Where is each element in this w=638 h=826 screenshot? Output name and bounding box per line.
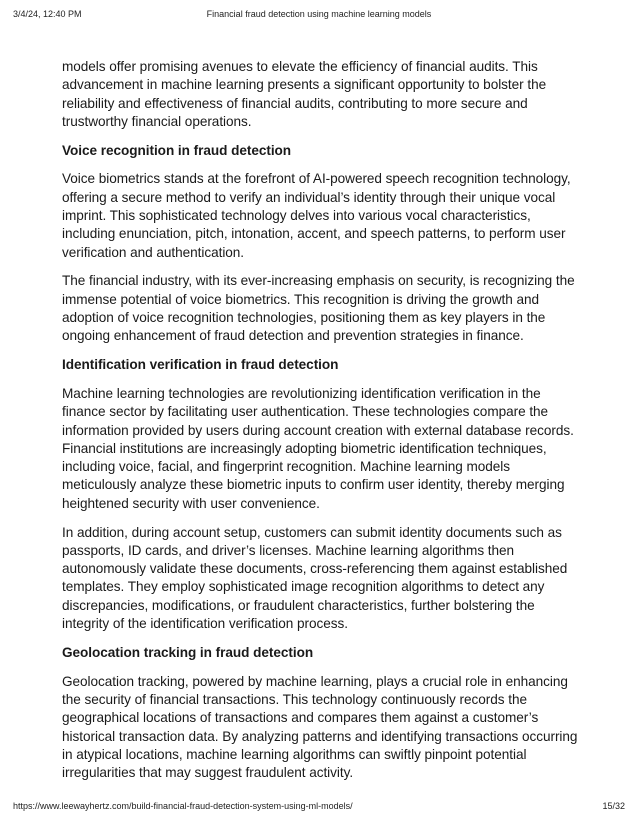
print-header (13, 9, 625, 23)
paragraph-intro: models offer promising avenues to elevate the efficiency of financial audits. This advancement in machine learning presents a significant opportunity to bolster the reliability and effectiveness of financial audits, contributing to more secure and trustworthy financial operations. (62, 59, 547, 129)
print-datetime: 3/4/24, 12:40 PM (13, 9, 82, 19)
page-number: 15/32 (602, 801, 625, 811)
paragraph-identification-ml: Machine learning technologies are revolutionizing identification verification in the finance sector by facilitating user authentication. These technologies compare the information provided by users during account creation with external database records. Financial institutions are increasingly adopting biometric identification techniques, including voice, facial, and fingerprint recognition. Machine learning models meticulously analyze these biometric inputs to confirm user identity, thereby merging heightened security with user convenience. (62, 385, 574, 511)
heading-geolocation-tracking: Geolocation tracking in fraud detection (62, 644, 314, 660)
document-body (62, 58, 578, 793)
print-document-title: Financial fraud detection using machine learning models (206, 9, 432, 19)
heading-voice-recognition: Voice recognition in fraud detection (62, 142, 292, 158)
paragraph-voice-biometrics: Voice biometrics stands at the forefront of AI-powered speech recognition technology, offering a secure method to verify an individual’s identity through their unique vocal imprint. This sophisticated technology delves into various vocal characteristics, including enunciation, pitch, intonation, accent, and speech patterns, to perform user verification and authentication. (62, 171, 571, 260)
print-footer (13, 801, 625, 815)
source-url: https://www.leewayhertz.com/build-financial-fraud-detection-system-using-ml-models/ (13, 801, 353, 811)
heading-identification-verification: Identification verification in fraud detection (62, 357, 339, 373)
paragraph-identification-documents: In addition, during account setup, customers can submit identity documents such as passports, ID cards, and driver’s licenses. Machine learning algorithms then autonomously validate these documents, cross-referencing them against established templates. They employ sophisticated image recognition algorithms to detect any discrepancies, modifications, or fraudulent characteristics, further bolstering the integrity of the identification verification process. (62, 524, 568, 632)
paragraph-geolocation: Geolocation tracking, powered by machine learning, plays a crucial role in enhancing the security of financial transactions. This technology continuously records the geographical locations of transactions and compares them against a customer’s historical transaction data. By analyzing patterns and identifying transactions occurring in atypical locations, machine learning algorithms can swiftly pinpoint potential irregularities that may suggest fraudulent activity. (62, 673, 578, 781)
paragraph-voice-industry: The financial industry, with its ever-increasing emphasis on security, is recognizing the immense potential of voice biometrics. This recognition is driving the growth and adoption of voice recognition technologies, positioning them as key players in the ongoing enhancement of fraud detection and prevention strategies in finance. (62, 273, 575, 344)
